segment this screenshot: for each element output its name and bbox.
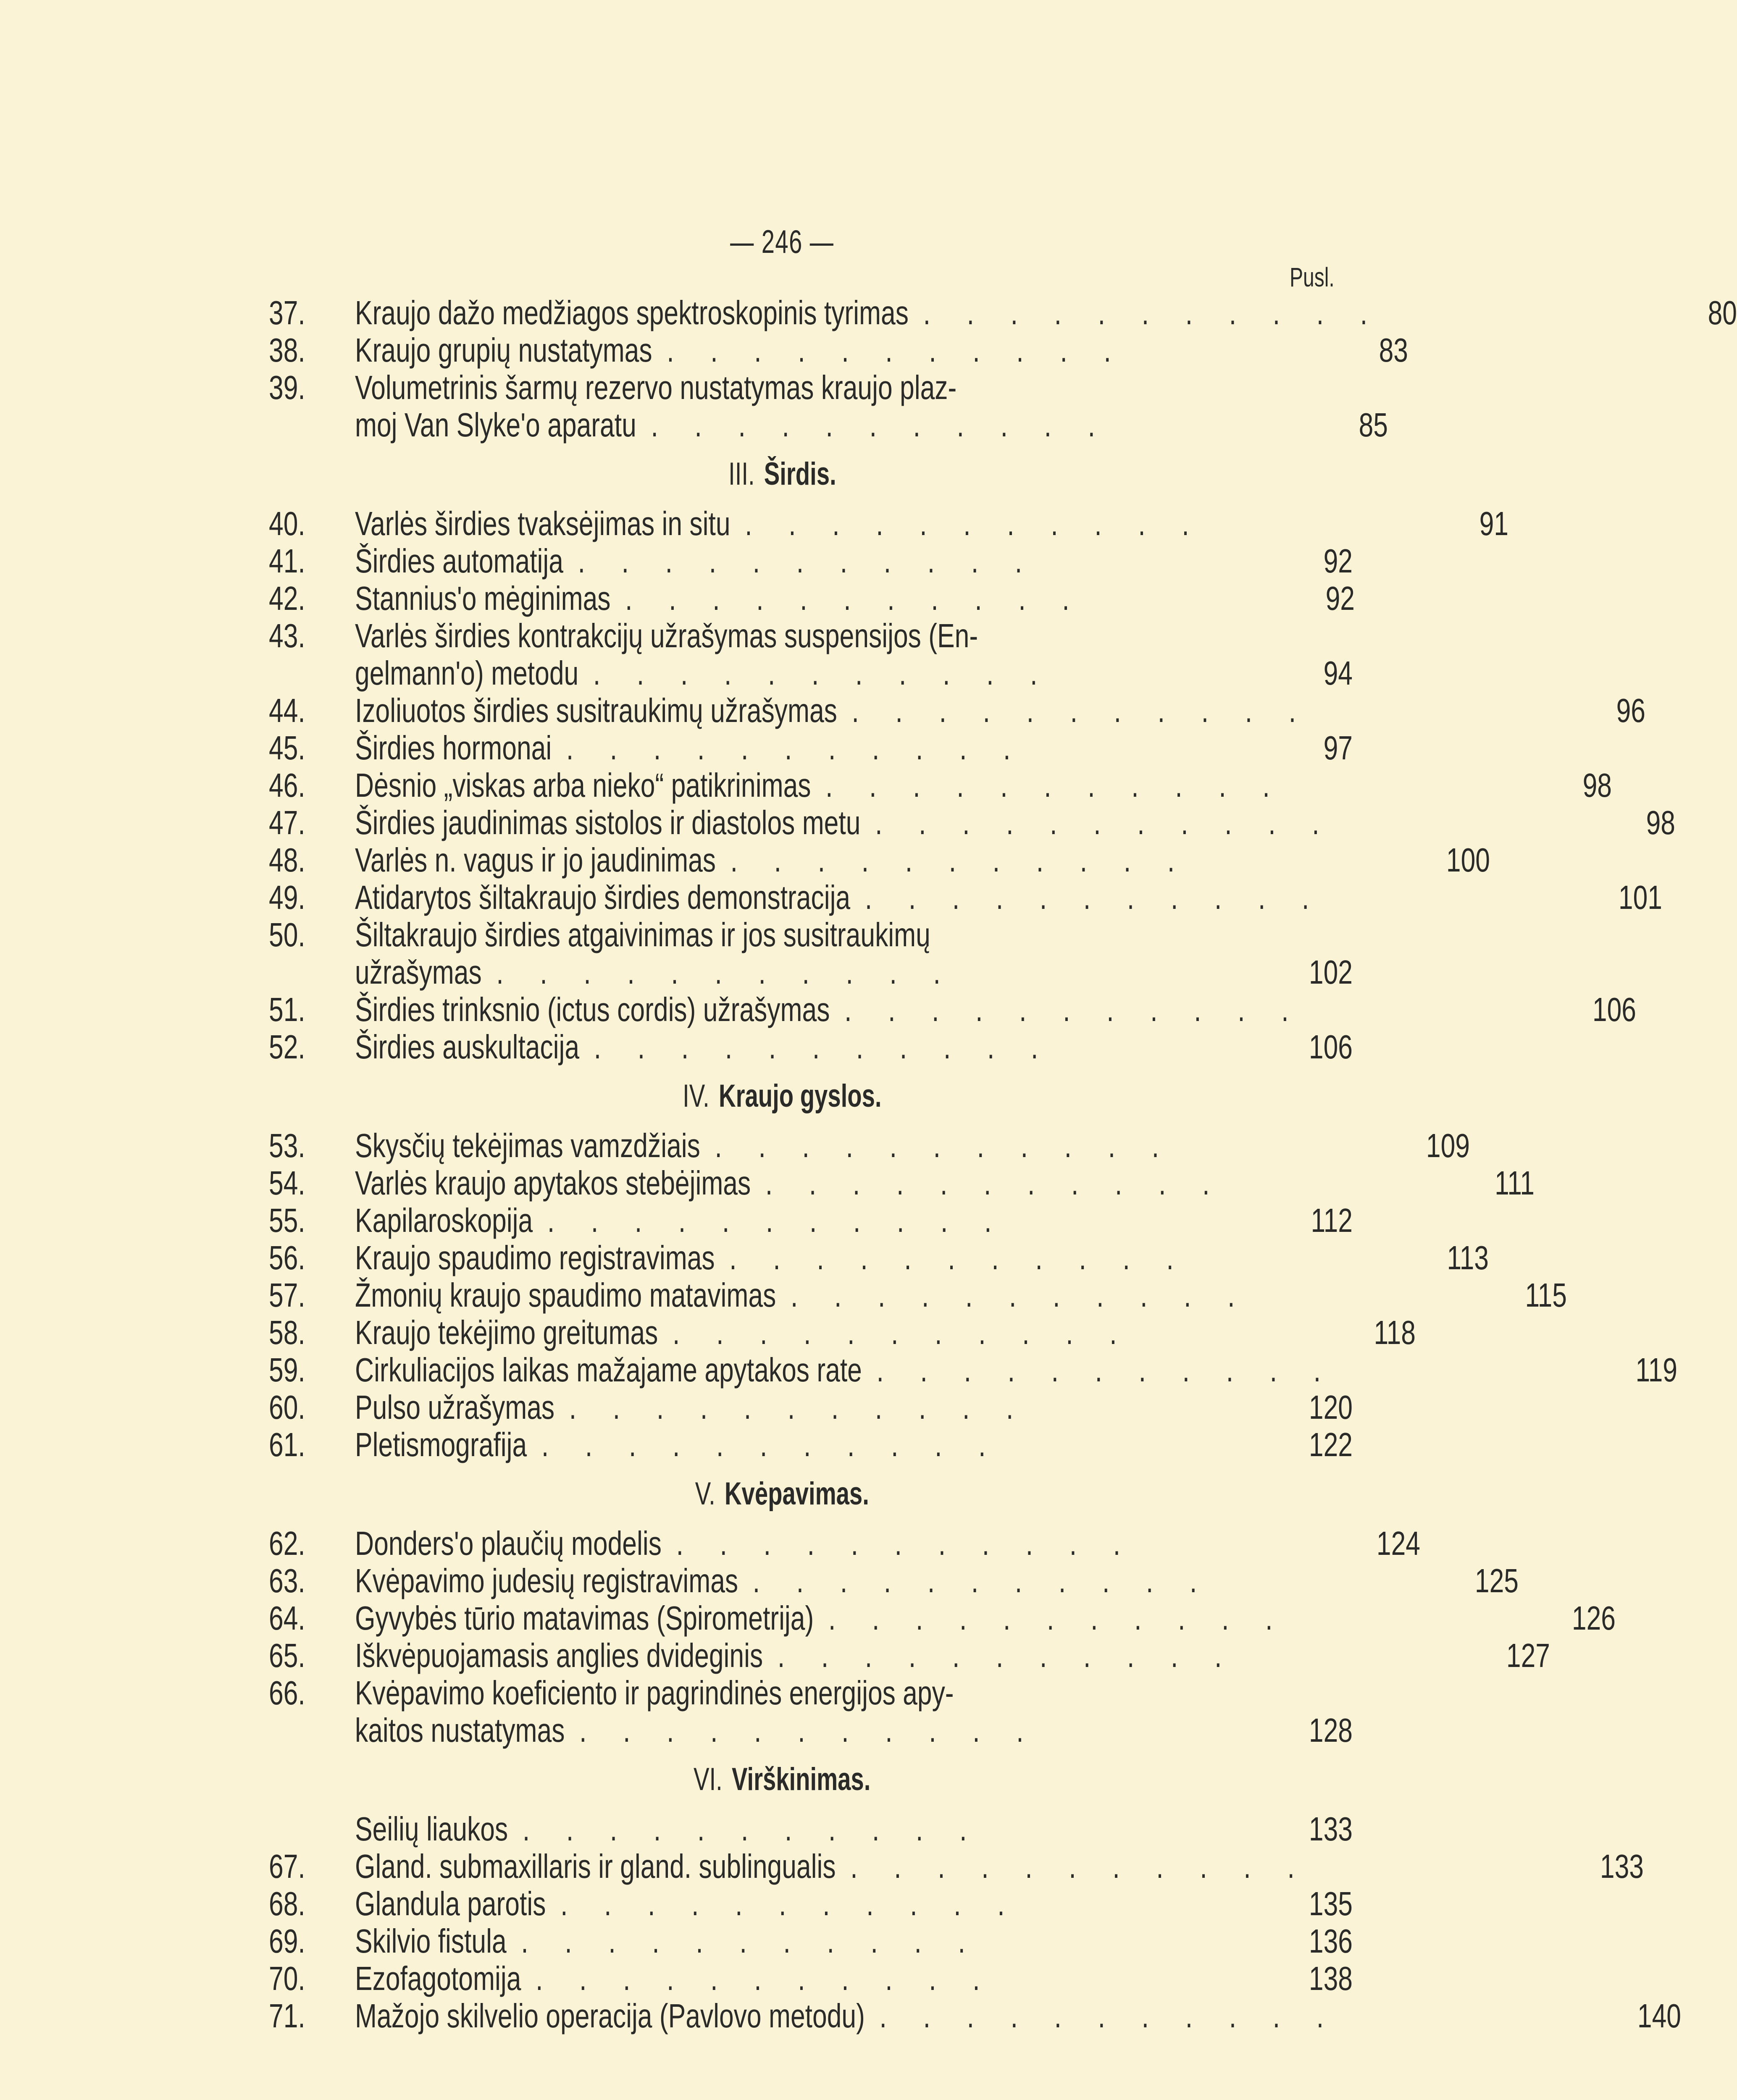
entry-title-text: Varlės širdies tvaksėjimas in situ (355, 505, 731, 542)
entry-title (355, 841, 1175, 879)
entry-title (355, 1848, 1295, 1885)
toc-entry (269, 1314, 1416, 1351)
entry-title-text: Skilvio fistula (355, 1922, 507, 1960)
toc-entry (269, 729, 1353, 766)
dot-leader: . . . . . . . . . . . (751, 1164, 1210, 1202)
entry-number: 42. (269, 580, 305, 617)
entry-title-text: užrašymas (355, 953, 482, 991)
dot-leader: . . . . . . . . . . . (814, 1599, 1273, 1637)
entry-title-text: Širdies automatija (355, 542, 563, 580)
entry-page-number: 111 (1495, 1164, 1535, 1202)
entry-title (355, 369, 1068, 406)
toc-entry (269, 1426, 1353, 1463)
entry-number: 66. (269, 1674, 305, 1712)
entry-title-text: Kvėpavimo judesių registravimas (355, 1562, 738, 1599)
entry-page-number: 127 (1506, 1637, 1550, 1674)
entry-page-number: 124 (1376, 1525, 1421, 1562)
dot-leader: . . . . . . . . . . . (533, 1202, 992, 1239)
entry-title-text: kaitos nustatymas (355, 1712, 565, 1749)
entry-title (355, 406, 1095, 444)
entry-number: 51. (269, 991, 305, 1028)
table-of-contents (269, 294, 1737, 2034)
entry-page-number: 126 (1571, 1599, 1616, 1637)
toc-entry (269, 991, 1636, 1028)
entry-title-text: Mažojo skilvelio operacija (Pavlovo metodu) (355, 1997, 865, 2034)
toc-entry (269, 1028, 1353, 1066)
entry-page-number: 83 (1379, 331, 1409, 369)
entry-title-text: Ezofagotomija (355, 1960, 521, 1997)
toc-entry (269, 1351, 1677, 1389)
entry-title-text: Volumetrinis šarmų rezervo nustatymas kraujo plaz- (355, 369, 957, 406)
dot-leader: . . . . . . . . . . . (837, 692, 1296, 729)
entry-number: 65. (269, 1637, 305, 1674)
entry-title-text: Gyvybės tūrio matavimas (Spirometrija) (355, 1599, 814, 1637)
entry-page-number: 140 (1637, 1997, 1681, 2034)
entry-title-text: Seilių liaukos (355, 1810, 508, 1848)
entry-title (355, 1997, 1324, 2034)
toc-entry (269, 766, 1612, 804)
section-heading (0, 1066, 1564, 1127)
toc-entry (269, 953, 1353, 991)
entry-title (355, 1674, 1068, 1712)
entry-title-text: Šiltakraujo širdies atgaivinimas ir jos susitraukimų (355, 916, 930, 953)
entry-title (355, 953, 1068, 991)
entry-title-text: Glandula parotis (355, 1885, 546, 1922)
entry-page-number: 112 (1311, 1202, 1353, 1239)
entry-number: 46. (269, 766, 305, 804)
entry-title-text: Širdies hormonai (355, 729, 552, 766)
toc-entry (269, 1848, 1644, 1885)
dot-leader: . . . . . . . . . . . (830, 991, 1289, 1028)
entry-title-text: Cirkuliacijos laikas mažajame apytakos rate (355, 1351, 862, 1389)
dot-leader: . . . . . . . . . . . (860, 804, 1319, 841)
page-number: — 246 — (730, 223, 834, 260)
entry-page-number: 101 (1618, 879, 1662, 916)
entry-title-text: Dėsnio „viskas arba nieko“ patikrinimas (355, 766, 811, 804)
entry-page-number: 96 (1616, 692, 1645, 729)
entry-title-text: Kraujo tekėjimo greitumas (355, 1314, 658, 1351)
entry-page-number: 133 (1600, 1848, 1644, 1885)
dot-leader: . . . . . . . . . . . (506, 1922, 965, 1960)
dot-leader: . . . . . . . . . . . (521, 1960, 980, 1997)
entry-title-text: Kraujo dažo medžiagos spektroskopinis tyrimas (355, 294, 909, 331)
toc-entry (269, 1885, 1353, 1922)
entry-title (355, 1028, 1068, 1066)
entry-page-number: 138 (1309, 1960, 1353, 1997)
toc-entry (269, 1202, 1353, 1239)
dot-leader: . . . . . . . . . . . (763, 1637, 1222, 1674)
entry-title (355, 1525, 1120, 1562)
page-column-header (0, 260, 1564, 294)
entry-page-number: 125 (1474, 1562, 1519, 1599)
dot-leader: . . . . . . . . . . . (715, 841, 1175, 879)
entry-title (355, 331, 1111, 369)
entry-title-text: Gland. submaxillaris ir gland. sublingualis (355, 1848, 836, 1885)
section-heading (0, 444, 1564, 505)
toc-entry (269, 1239, 1489, 1276)
entry-title (355, 654, 1068, 692)
toc-entry (269, 1164, 1535, 1202)
entry-page-number: 118 (1374, 1314, 1416, 1351)
toc-entry (269, 1922, 1353, 1960)
entry-title (355, 1389, 1068, 1426)
entry-number: 61. (269, 1426, 305, 1463)
toc-entry (269, 916, 1353, 953)
toc-entry (269, 1997, 1681, 2034)
dot-leader: . . . . . . . . . . . (862, 1351, 1321, 1389)
dot-leader: . . . . . . . . . . . (579, 1028, 1038, 1066)
section-heading-text (695, 1463, 869, 1525)
entry-number: 68. (269, 1885, 305, 1922)
dot-leader: . . . . . . . . . . . (563, 542, 1022, 580)
entry-number: 41. (269, 542, 305, 580)
entry-number: 37. (269, 294, 305, 331)
entry-page-number: 85 (1359, 406, 1388, 444)
entry-page-number: 106 (1309, 1028, 1353, 1066)
section-heading (0, 1463, 1564, 1525)
dot-leader: . . . . . . . . . . . (481, 953, 941, 991)
entry-title (355, 1202, 1068, 1239)
dot-leader: . . . . . . . . . . . (738, 1562, 1197, 1599)
dot-leader: . . . . . . . . . . . (546, 1885, 1005, 1922)
entry-title-text: gelmann'o) metodu (355, 654, 579, 692)
dot-leader: . . . . . . . . . . . (658, 1314, 1117, 1351)
dot-leader: . . . . . . . . . . . (715, 1239, 1174, 1276)
entry-title (355, 580, 1070, 617)
entry-title (355, 1562, 1197, 1599)
entry-number: 62. (269, 1525, 305, 1562)
toc-entry (269, 505, 1508, 542)
entry-page-number: 109 (1426, 1127, 1470, 1164)
entry-number: 67. (269, 1848, 305, 1885)
entry-title (355, 1351, 1321, 1389)
section-title: Kraujo gyslos. (719, 1078, 882, 1114)
section-title: Virškinimas. (732, 1761, 871, 1797)
entry-title-text: Širdies jaudinimas sistolos ir diastolos metu (355, 804, 861, 841)
dot-leader: . . . . . . . . . . . (850, 879, 1309, 916)
entry-title (355, 1164, 1209, 1202)
toc-entry (269, 369, 1353, 406)
dot-leader: . . . . . . . . . . . (811, 766, 1270, 804)
entry-title (355, 729, 1068, 766)
dot-leader: . . . . . . . . . . . (565, 1712, 1024, 1749)
entry-number: 64. (269, 1599, 305, 1637)
entry-title-text: Pletismografija (355, 1426, 527, 1463)
toc-entry (269, 804, 1676, 841)
dot-leader: . . . . . . . . . . . (730, 505, 1189, 542)
entry-page-number: 102 (1309, 953, 1353, 991)
entry-page-number: 92 (1323, 542, 1353, 580)
entry-page-number: 136 (1309, 1922, 1353, 1960)
entry-page-number: 80 (1708, 294, 1737, 331)
entry-page-number: 119 (1635, 1351, 1677, 1389)
entry-title-text: Kraujo grupių nustatymas (355, 331, 652, 369)
toc-entry (269, 542, 1353, 580)
entry-page-number: 113 (1447, 1239, 1489, 1276)
entry-title (355, 1239, 1174, 1276)
toc-entry (269, 654, 1353, 692)
entry-title (355, 1922, 1068, 1960)
entry-title (355, 1637, 1222, 1674)
entry-title-text: Žmonių kraujo spaudimo matavimas (355, 1276, 776, 1314)
entry-title (355, 1276, 1235, 1314)
entry-page-number: 106 (1592, 991, 1636, 1028)
dot-leader: . . . . . . . . . . . (636, 406, 1096, 444)
entry-number: 56. (269, 1239, 305, 1276)
entry-number: 53. (269, 1127, 305, 1164)
toc-entry (269, 879, 1662, 916)
entry-title (355, 617, 1068, 654)
section-heading-text (683, 1066, 881, 1127)
toc-entry (269, 1562, 1519, 1599)
entry-title (355, 294, 1367, 331)
entry-title-text: Varlės kraujo apytakos stebėjimas (355, 1164, 751, 1202)
toc-entry (269, 580, 1353, 617)
entry-number: 49. (269, 879, 305, 916)
dot-leader: . . . . . . . . . . . (578, 654, 1038, 692)
entry-page-number: 98 (1582, 766, 1612, 804)
toc-entry (269, 1127, 1470, 1164)
entry-number: 43. (269, 617, 305, 654)
toc-entry (269, 1674, 1353, 1712)
entry-title (355, 991, 1289, 1028)
entry-title (355, 1885, 1068, 1922)
entry-title-text: Stannius'o mėginimas (355, 580, 611, 617)
entry-number: 63. (269, 1562, 305, 1599)
dot-leader: . . . . . . . . . . . (865, 1997, 1324, 2034)
entry-title-text: Pulso užrašymas (355, 1389, 555, 1426)
dot-leader: . . . . . . . . . . . (554, 1389, 1014, 1426)
entry-title-text: Skysčių tekėjimas vamzdžiais (355, 1127, 700, 1164)
dot-leader: . . . . . . . . . . . (836, 1848, 1295, 1885)
toc-entry (269, 294, 1737, 331)
entry-number: 59. (269, 1351, 305, 1389)
entry-title (355, 1810, 1068, 1848)
entry-title-text: Širdies trinksnio (ictus cordis) užrašymas (355, 991, 830, 1028)
entry-title-text: moj Van Slyke'o aparatu (355, 406, 636, 444)
entry-page-number: 94 (1323, 654, 1353, 692)
entry-number: 69. (269, 1922, 305, 1960)
toc-entry (269, 1389, 1353, 1426)
entry-title (355, 879, 1309, 916)
entry-title (355, 1960, 1068, 1997)
entry-title (355, 542, 1068, 580)
section-roman-numeral: III. (728, 456, 755, 492)
entry-page-number: 120 (1309, 1389, 1353, 1426)
entry-title (355, 1127, 1159, 1164)
entry-title-text: Kvėpavimo koeficiento ir pagrindinės energijos apy- (355, 1674, 954, 1712)
entry-page-number: 135 (1309, 1885, 1353, 1922)
section-heading (0, 1749, 1564, 1810)
entry-page-number: 98 (1646, 804, 1676, 841)
entry-title (355, 916, 1068, 953)
entry-number: 60. (269, 1389, 305, 1426)
toc-entry (269, 1599, 1616, 1637)
entry-page-number: 92 (1325, 580, 1355, 617)
toc-entry (269, 692, 1645, 729)
dot-leader: . . . . . . . . . . . (508, 1810, 967, 1848)
section-roman-numeral: VI. (694, 1761, 723, 1797)
toc-entry (269, 1810, 1353, 1848)
entry-page-number: 122 (1309, 1426, 1353, 1463)
entry-title (355, 692, 1296, 729)
section-title: Kvėpavimas. (725, 1476, 870, 1512)
section-heading-text (694, 1749, 870, 1810)
entry-title (355, 1712, 1068, 1749)
entry-number: 55. (269, 1202, 305, 1239)
entry-number: 40. (269, 505, 305, 542)
dot-leader: . . . . . . . . . . . (652, 331, 1111, 369)
entry-page-number: 115 (1525, 1276, 1567, 1314)
toc-entry (269, 1637, 1550, 1674)
entry-title (355, 804, 1319, 841)
entry-number: 45. (269, 729, 305, 766)
toc-entry (269, 1712, 1353, 1749)
entry-number: 52. (269, 1028, 305, 1066)
entry-title (355, 766, 1270, 804)
toc-entry (269, 841, 1490, 879)
entry-title-text: Iškvėpuojamasis anglies dvideginis (355, 1637, 763, 1674)
entry-number: 70. (269, 1960, 305, 1997)
dot-leader: . . . . . . . . . . . (908, 294, 1368, 331)
page-number-line (0, 223, 1564, 260)
entry-title-text: Širdies auskultacija (355, 1028, 580, 1066)
entry-number: 38. (269, 331, 305, 369)
entry-title-text: Donders'o plaučių modelis (355, 1525, 662, 1562)
entry-number: 44. (269, 692, 305, 729)
entry-title (355, 1599, 1272, 1637)
toc-entry (269, 1276, 1567, 1314)
entry-number: 54. (269, 1164, 305, 1202)
entry-title-text: Varlės n. vagus ir jo jaudinimas (355, 841, 716, 879)
section-roman-numeral: V. (695, 1476, 715, 1512)
section-title: Širdis. (764, 456, 836, 492)
entry-title (355, 1314, 1117, 1351)
entry-page-number: 128 (1309, 1712, 1353, 1749)
entry-title-text: Kapilaroskopija (355, 1202, 533, 1239)
dot-leader: . . . . . . . . . . . (552, 729, 1011, 766)
section-roman-numeral: IV. (683, 1078, 710, 1114)
entry-title (355, 505, 1189, 542)
entry-number: 39. (269, 369, 305, 406)
dot-leader: . . . . . . . . . . . (527, 1426, 986, 1463)
dot-leader: . . . . . . . . . . . (776, 1276, 1235, 1314)
entry-number: 50. (269, 916, 305, 953)
dot-leader: . . . . . . . . . . . (700, 1127, 1159, 1164)
entry-title-text: Atidarytos šiltakraujo širdies demonstracija (355, 879, 851, 916)
toc-entry (269, 1960, 1353, 1997)
toc-entry (269, 406, 1388, 444)
entry-page-number: 91 (1479, 505, 1508, 542)
entry-number: 57. (269, 1276, 305, 1314)
dot-leader: . . . . . . . . . . . (661, 1525, 1121, 1562)
dot-leader: . . . . . . . . . . . (610, 580, 1070, 617)
entry-number: 71. (269, 1997, 305, 2034)
entry-page-number: 100 (1446, 841, 1490, 879)
page-column-label: Pusl. (1290, 262, 1335, 292)
entry-number: 58. (269, 1314, 305, 1351)
entry-title-text: Varlės širdies kontrakcijų užrašymas suspensijos (En- (355, 617, 978, 654)
toc-entry (269, 617, 1353, 654)
entry-page-number: 97 (1323, 729, 1353, 766)
entry-title (355, 1426, 1068, 1463)
section-heading-text (728, 444, 836, 505)
entry-number: 48. (269, 841, 305, 879)
entry-title-text: Izoliuotos širdies susitraukimų užrašymas (355, 692, 837, 729)
toc-entry (269, 331, 1409, 369)
entry-number: 47. (269, 804, 305, 841)
entry-title-text: Kraujo spaudimo registravimas (355, 1239, 715, 1276)
toc-entry (269, 1525, 1421, 1562)
entry-page-number: 133 (1309, 1810, 1353, 1848)
